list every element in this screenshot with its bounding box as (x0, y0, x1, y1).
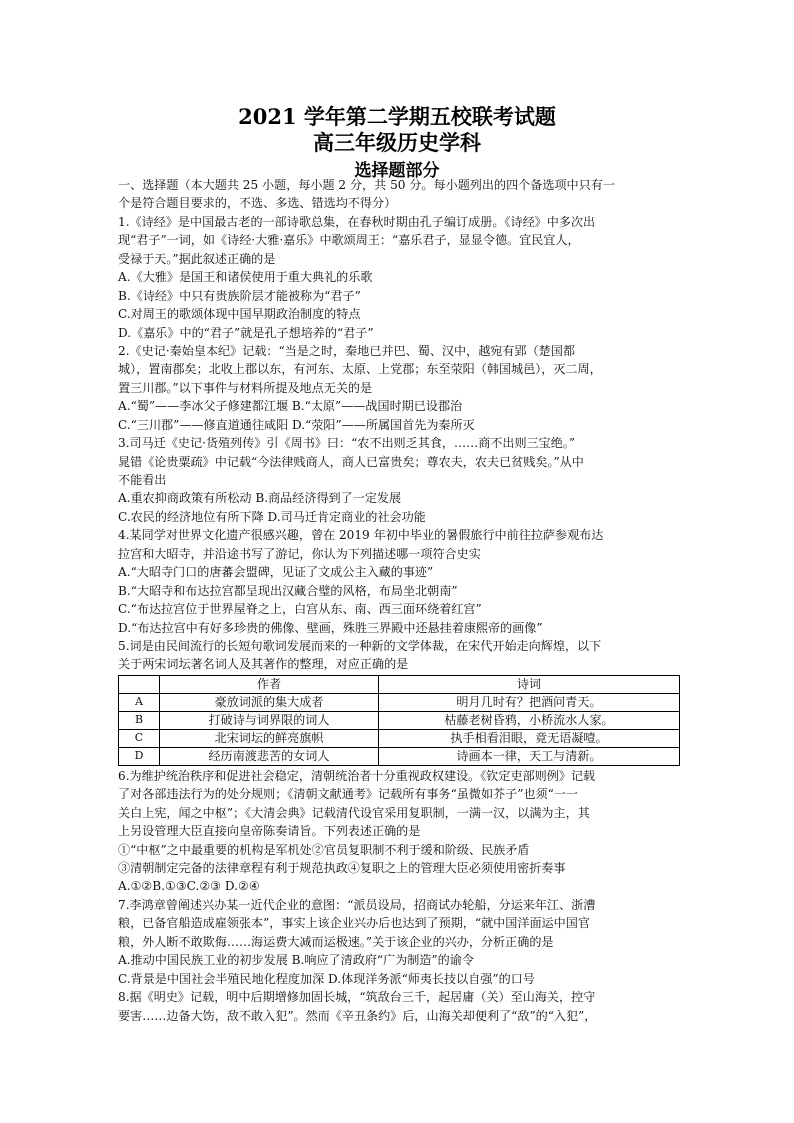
text-line: 不能看出 (118, 473, 167, 487)
text-line: D.《嘉乐》中的“君子”就是孔子想培养的“君子” (118, 325, 374, 340)
text-line: 粮，外人断不敢欺侮……海运费大减而运极速。”关于该企业的兴办，分析正确的是 (118, 934, 554, 949)
table-row (119, 693, 680, 711)
text-line: 关白上宪，闻之中枢”；《大清会典》记载清代设官采用复职制，一满一汉，以满为主，其 (118, 805, 590, 820)
text-line: 6.为维护统治秩序和促进社会稳定，清朝统治者十分重视政权建设。《钦定吏部则例》记载 (118, 768, 596, 783)
text-line: B.“大昭寺和布达拉宫都呈现出汉藏合璧的风格，布局坐北朝南” (118, 583, 458, 598)
table-cell-option: A (119, 693, 160, 711)
text-line: 了对各部违法行为的处分规则；《清朝文献通考》记载所有事务“虽微如芥子”也须“一一 (118, 787, 578, 802)
text-line: ①“中枢”之中最重要的机构是军机处②官员复职制不利于缓和阶级、民族矛盾 (118, 842, 530, 857)
text-line: 一、选择题（本大题共 25 小题，每小题 2 分，共 50 分。每小题列出的四个备选项中只有一 (118, 178, 615, 192)
text-line: 晁错《论贵粟疏》中记载“今法律贱商人，商人已富贵矣；尊农夫，农夫已贫贱矣。”从中 (118, 454, 584, 469)
table-row (119, 711, 680, 729)
text-line: 个是符合题目要求的，不选、多选、错选均不得分） (118, 196, 397, 211)
text-line: 城），置南郡矣；北收上郡以东，有河东、太原、上党郡；东至荥阳（韩国城邑），灭二周， (118, 362, 602, 377)
text-line: 2.《史记·秦始皇本纪》记载：“当是之时，秦地已并巴、蜀、汉中，越宛有郢（楚国都 (118, 343, 575, 358)
table-cell-author: 豪放词派的集大成者 (160, 693, 379, 711)
table-header-author: 作者 (160, 675, 379, 693)
text-line: A.重农抑商政策有所松动 B.商品经济得到了一定发展 (118, 491, 402, 506)
text-line: 5.词是由民间流行的长短句歌词发展而来的一种新的文学体裁，在宋代开始走向辉煌，以下 (118, 638, 602, 653)
text-line: 7.李鸿章曾阐述兴办某一近代企业的意图：“派员设局，招商试办轮船，分运来年江、浙漕 (118, 897, 596, 912)
poets-table (118, 675, 680, 766)
table-cell-poem: 诗画本一律，天工与清新。 (379, 747, 680, 765)
table-cell-poem: 枯藤老树昏鸦，小桥流水人家。 (379, 711, 680, 729)
text-line: 关于两宋词坛著名词人及其著作的整理，对应正确的是 (118, 657, 409, 672)
text-line: A.“大昭寺门口的唐蕃会盟碑，见证了文成公主入藏的事迹” (118, 565, 434, 580)
text-line: 粮，已备官船造成雇领张本”，事实上该企业兴办后也达到了预期，“就中国洋面运中国官 (118, 916, 590, 931)
table-header-poem: 诗词 (379, 675, 680, 693)
text-line: 1.《诗经》是中国最古老的一部诗歌总集，在春秋时期由孔子编订成册。《诗经》中多次出 (118, 214, 596, 229)
table-cell-poem: 执手相看泪眼，竟无语凝噎。 (379, 729, 680, 747)
text-line: ③清朝制定完备的法律章程有利于规范执政④复职之上的管理大臣必须使用密折奏事 (118, 861, 566, 875)
text-line: 3.司马迁《史记·货殖列传》引《周书》曰：“农不出则乏其食，……商不出则三宝绝。” (118, 436, 576, 451)
text-line: D.“布达拉宫中有好多珍贵的佛像、壁画，殊胜三界殿中还悬挂着康熙帝的画像” (118, 620, 543, 635)
text-line: C.农民的经济地位有所下降 D.司马迁肯定商业的社会功能 (118, 509, 426, 524)
text-line: 现“君子”一词，如《诗经·大雅·嘉乐》中歌颂周王：“嘉乐君子，显显令德。宜民宜人， (118, 233, 580, 248)
text-line: A.《大雅》是国王和诸侯使用于重大典礼的乐歌 (118, 270, 373, 285)
section-heading: 选择题部分 (354, 161, 440, 181)
text-line: 上另设管理大臣直接向皇帝陈奏请旨。下列表述正确的是 (118, 824, 421, 839)
text-line: 受禄于天。”据此叙述正确的是 (118, 251, 276, 266)
table-cell-author: 北宋词坛的鲜亮旗帜 (160, 729, 379, 747)
text-line: B.《诗经》中只有贵族阶层才能被称为“君子” (118, 288, 361, 303)
text-line: C.“布达拉宫位于世界屋脊之上，白宫从东、南、西三面环绕着红宫” (118, 602, 482, 617)
text-line: C.对周王的歌颂体现中国早期政治制度的特点 (118, 307, 361, 322)
questions-after-table (118, 767, 678, 1025)
text-line: A.推动中国民族工业的初步发展 B.响应了清政府“广为制造”的谕令 (118, 953, 474, 968)
text-line: 拉宫和大昭寺，并沿途书写了游记，你认为下列描述哪一项符合史实 (118, 546, 481, 561)
text-line: 4.某同学对世界文化遗产很感兴趣，曾在 2019 年初中毕业的暑假旅行中前往拉萨参观布达 (118, 528, 604, 543)
text-line: A.“蜀”——李冰父子修建都江堰 B.“太原”——战国时期已设郡治 (118, 399, 463, 414)
text-line: C.背景是中国社会半殖民地化程度加深 D.体现洋务派“师夷长技以自强”的口号 (118, 971, 535, 986)
text-line: 置三川郡。”以下事件与材料所提及地点无关的是 (118, 380, 373, 395)
table-cell-option: D (119, 747, 160, 765)
text-line: A.①②B.①③C.②③ D.②④ (118, 879, 260, 894)
exam-subtitle: 高三年级历史学科 (313, 130, 481, 155)
text-line: 8.据《明史》记载，明中后期增修加固长城，“筑敌台三千，起居庸（关）至山海关，控守 (118, 990, 596, 1005)
exam-title: 2021 学年第二学期五校联考试题 (238, 104, 556, 129)
text-line: 要害……边备大饬，敌不敢入犯”。然而《辛丑条约》后，山海关却便利了“敌”的“入犯”， (118, 1008, 597, 1023)
table-cell-poem: 明月几时有？把酒问青天。 (379, 693, 680, 711)
table-cell-option: B (119, 711, 160, 729)
table-cell-option: C (119, 729, 160, 747)
table-cell-author: 经历南渡悲苦的女词人 (160, 747, 379, 765)
table-header-row (119, 675, 680, 693)
table-row (119, 747, 680, 765)
table-header-option (119, 675, 160, 693)
text-line: C.“三川郡”——修直道通往咸阳 D.“荥阳”——所属国首先为秦所灭 (118, 417, 475, 432)
table-cell-author: 打破诗与词界限的词人 (160, 711, 379, 729)
table-row (119, 729, 680, 747)
question-body (118, 176, 678, 1025)
questions-before-table (118, 176, 678, 674)
